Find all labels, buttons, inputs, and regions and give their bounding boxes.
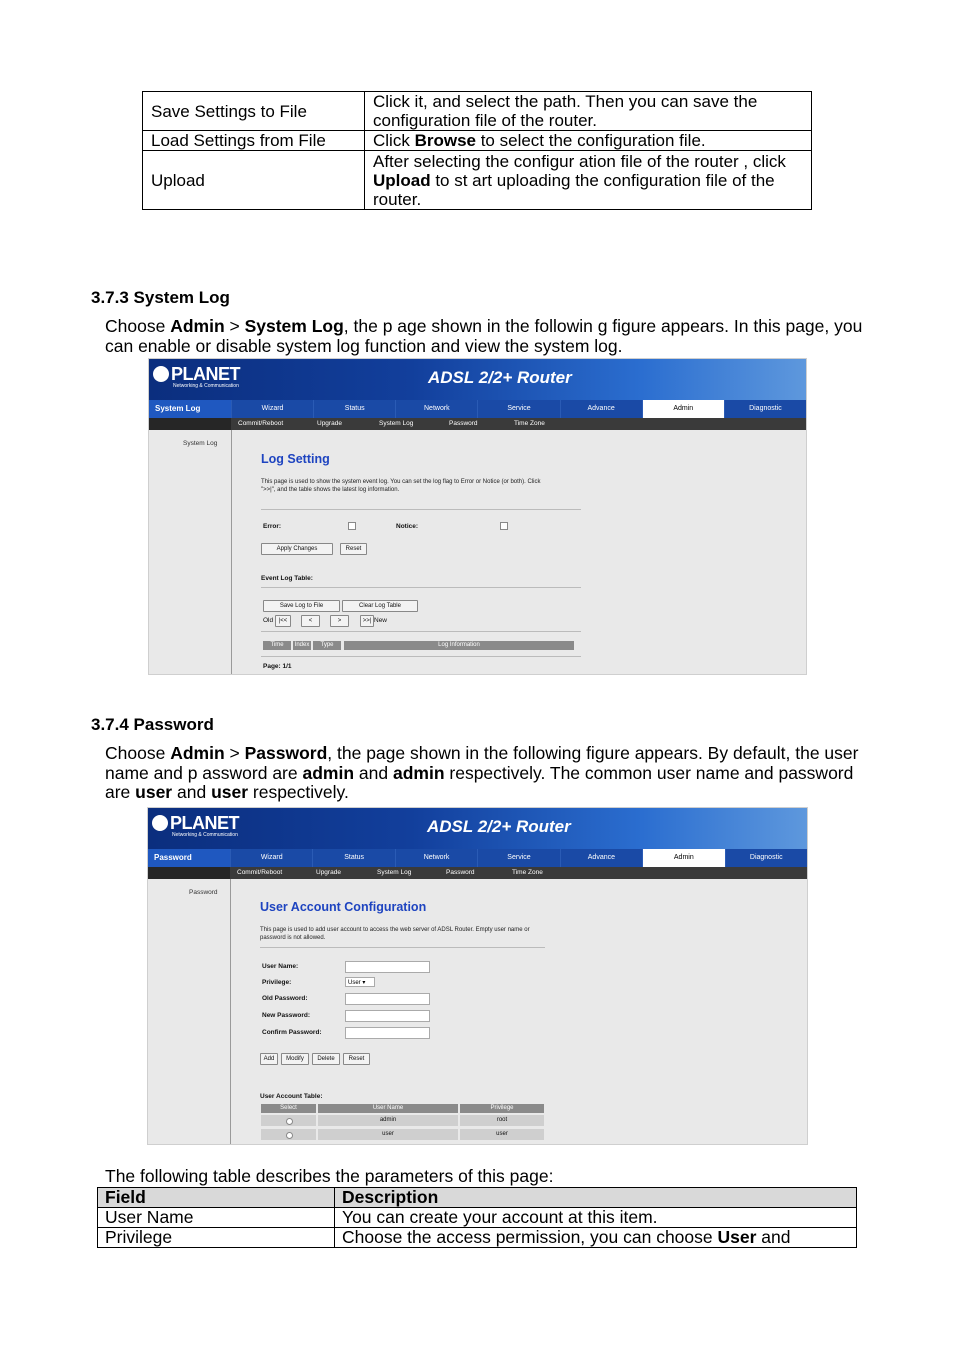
sub-nav [149,418,806,430]
nav-service[interactable]: Service [477,400,559,418]
table-cell-field: User Name [98,1208,335,1228]
table-row-select [261,1115,316,1126]
subnav-time-zone[interactable]: Time Zone [512,869,543,876]
nav-advance[interactable]: Advance [560,849,642,867]
old-label: Old [263,617,274,624]
event-log-table-label: Event Log Table: [261,575,313,582]
new-label: New [374,617,388,624]
confirm-password-input[interactable] [345,1027,430,1039]
desc-text: Click it, and select the path. Then you can save the configuration file of the router. [373,92,758,130]
nav-status[interactable]: Status [313,400,395,418]
add-button[interactable]: Add [260,1053,278,1065]
table-cell-field: Save Settings to File [143,92,365,131]
divider [261,587,581,588]
planet-logo: PLANET Networking & Communication [153,364,240,389]
subnav-time-zone[interactable]: Time Zone [514,420,545,427]
page-description: This page is used to add user account to access the web server of ADSL Router. Empty user name or password is not allowed. [260,927,530,941]
subnav-password[interactable]: Password [446,869,475,876]
modify-button[interactable]: Modify [281,1053,309,1065]
nav-advance[interactable]: Advance [560,400,642,418]
section-heading: 3.7.4 Password [91,715,214,734]
table-row-select [261,1129,316,1140]
row-radio[interactable] [286,1132,293,1139]
nav-diagnostic[interactable]: Diagnostic [724,400,806,418]
router-banner [149,359,806,400]
new-password-input[interactable] [345,1010,430,1022]
table-cell-user-name: user [318,1129,458,1140]
subnav-upgrade[interactable]: Upgrade [316,869,341,876]
desc-text: to select the configuration file. [475,131,706,150]
save-log-button[interactable]: Save Log to File [263,600,340,612]
divider [260,947,545,948]
subnav-commit-reboot[interactable]: Commit/Reboot [238,420,284,427]
old-password-label: Old Password: [262,995,308,1002]
subnav-upgrade[interactable]: Upgrade [317,420,342,427]
last-page-button[interactable]: >>| [360,615,374,627]
page-title: User Account Configuration [260,900,427,914]
privilege-value: User [348,980,361,986]
confirm-password-label: Confirm Password: [262,1029,322,1036]
table-cell-user-name: admin [318,1115,458,1126]
table-cell-field: Upload [143,151,365,210]
desc-bold: Upload [373,170,431,190]
user-account-table-label: User Account Table: [260,1093,323,1100]
col-header-time: Time [263,641,291,650]
row-radio[interactable] [286,1118,293,1125]
main-nav [148,849,807,867]
page-indicator: Page: 1/1 [263,663,292,670]
col-header-type: Type [313,641,341,650]
banner-title: ADSL 2/2+ Router [428,368,572,387]
error-checkbox[interactable] [348,522,356,530]
apply-changes-button[interactable]: Apply Changes [261,543,333,555]
desc-text: and [756,1227,791,1247]
table-cell-desc [365,131,812,151]
desc-text: Choose the access permission, you can choose [342,1227,718,1247]
settings-table [142,91,812,210]
notice-checkbox[interactable] [500,522,508,530]
table-cell-desc [365,92,812,131]
planet-logo: PLANET Networking & Communication [152,813,239,838]
router-screenshot-password [147,807,808,1145]
subnav-commit-reboot[interactable]: Commit/Reboot [237,869,283,876]
sub-nav [148,867,807,879]
sidebar [149,430,232,674]
username-label: User Name: [262,963,299,970]
main-nav [149,400,806,418]
table-cell-desc [365,151,812,210]
old-password-input[interactable] [345,993,430,1005]
desc-text: to st art uploading the configuration file of the router. [373,170,775,209]
divider [261,656,581,657]
prev-page-button[interactable]: < [301,615,320,627]
subnav-system-log[interactable]: System Log [379,420,414,427]
parameters-table [97,1187,857,1248]
table-cell-field: Load Settings from File [143,131,365,151]
desc-bold: User [717,1227,757,1247]
delete-button[interactable]: Delete [312,1053,340,1065]
subnav-system-log[interactable]: System Log [377,869,412,876]
nav-network[interactable]: Network [395,849,477,867]
clear-log-button[interactable]: Clear Log Table [342,600,418,612]
col-header-select: Select [261,1104,316,1113]
table-cell-desc [335,1228,857,1248]
nav-network[interactable]: Network [395,400,477,418]
desc-text: You can create your account at this item. [342,1207,658,1227]
table-intro: The following table describes the parameters of this page: [105,1166,554,1186]
nav-admin[interactable]: Admin [642,849,724,867]
col-header-index: Index [294,642,310,648]
col-header-description: Description [335,1188,857,1208]
reset-button[interactable]: Reset [343,1053,370,1065]
sidebar [148,879,231,1144]
router-screenshot-system-log [148,358,807,675]
subnav-password[interactable]: Password [449,420,478,427]
table-cell-desc [335,1208,857,1228]
table-cell-privilege: user [460,1129,544,1140]
col-header-field: Field [98,1188,335,1208]
desc-bold: Browse [414,131,476,150]
divider [261,509,581,510]
current-page-label: System Log [149,400,231,418]
username-input[interactable] [345,961,430,973]
reset-button[interactable]: Reset [340,543,367,555]
new-password-label: New Password: [262,1012,311,1019]
col-header-user-name: User Name [318,1104,458,1113]
nav-admin[interactable]: Admin [642,400,724,418]
privilege-select[interactable] [345,977,375,987]
banner-title: ADSL 2/2+ Router [427,817,571,836]
current-page-label: Password [148,849,230,867]
page-description: This page is used to show the system event log. You can set the log flag to Error or Notice (or both). Click ">>|", and the table shows the latest log information. [261,479,541,493]
desc-text: Click [373,131,415,150]
col-header-privilege: Privilege [460,1104,544,1113]
table-cell-privilege: root [460,1115,544,1126]
section-paragraph: Choose Admin > System Log, the p age shown in the followin g figure appears. In this page, you can enable or disable system log function and view the system log. [105,316,863,356]
nav-wizard[interactable]: Wizard [231,400,313,418]
next-page-button[interactable]: > [330,615,349,627]
error-label: Error: [263,523,282,530]
nav-status[interactable]: Status [312,849,394,867]
nav-service[interactable]: Service [477,849,559,867]
divider [261,631,581,632]
nav-wizard[interactable]: Wizard [230,849,312,867]
section-paragraph: Choose Admin > Password, the page shown in the following figure appears. By default, the user name and p assword are admin and admin respectively. The common user name and password are user and user respectively. [105,743,859,802]
router-banner [148,808,807,849]
sidebar-item-system-log[interactable]: System Log [183,440,218,447]
table-cell-field: Privilege [98,1228,335,1248]
sidebar-item-password[interactable]: Password [189,889,218,896]
notice-label: Notice: [396,523,419,530]
col-header-log-info: Log Information [344,641,574,650]
desc-text: After selecting the configur ation file of the router , click [373,151,786,171]
page-title: Log Setting [261,452,330,466]
nav-diagnostic[interactable]: Diagnostic [725,849,807,867]
first-page-button[interactable]: |<< [275,615,291,627]
privilege-label: Privilege: [262,979,292,986]
chevron-down-icon: ▾ [362,980,366,986]
section-heading: 3.7.3 System Log [91,288,230,307]
